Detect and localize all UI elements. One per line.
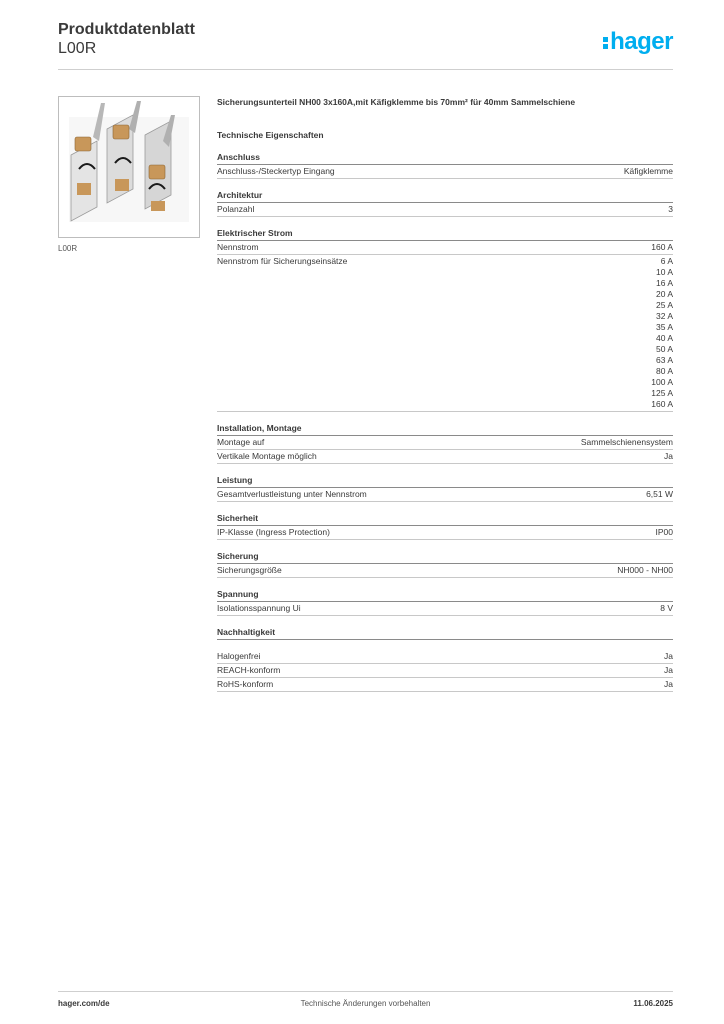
page-header — [58, 21, 673, 70]
section-architektur — [217, 189, 673, 217]
section-spannung — [217, 588, 673, 616]
fuse-rating-value: 16 A — [655, 278, 673, 288]
spec-row — [217, 165, 673, 179]
section-installation-montage — [217, 422, 673, 464]
spec-row — [217, 241, 673, 255]
section-title: Elektrischer Strom — [217, 227, 673, 241]
spec-value: Sammelschienensystem — [580, 437, 673, 447]
logo-dots-icon — [603, 33, 608, 49]
fuse-rating-value: 40 A — [655, 333, 673, 343]
spec-row — [217, 526, 673, 540]
spec-label: Montage auf — [217, 437, 265, 447]
section-anschluss — [217, 151, 673, 179]
spec-label: Nennstrom für Sicherungseinsätze — [217, 256, 348, 266]
image-caption: L00R — [58, 244, 78, 253]
spec-label: Polanzahl — [217, 204, 255, 214]
spec-row — [217, 650, 673, 664]
section-sicherung — [217, 550, 673, 578]
fuse-rating-value: 6 A — [660, 256, 673, 266]
spec-value-list — [651, 256, 673, 410]
footer-date: 11.06.2025 — [633, 999, 673, 1008]
section-title: Leistung — [217, 474, 673, 488]
spec-value: 8 V — [660, 603, 673, 613]
fuse-rating-value: 10 A — [655, 267, 673, 277]
fuse-rating-value: 63 A — [655, 355, 673, 365]
fuse-rating-value: 35 A — [655, 322, 673, 332]
spec-row — [217, 488, 673, 502]
section-title: Installation, Montage — [217, 422, 673, 436]
spec-value: Ja — [664, 451, 673, 461]
fuse-rating-value: 20 A — [655, 289, 673, 299]
spec-value: Ja — [664, 651, 673, 661]
spec-row — [217, 450, 673, 464]
spec-row — [217, 564, 673, 578]
fuse-rating-value: 25 A — [655, 300, 673, 310]
spec-row — [217, 203, 673, 217]
spec-row — [217, 664, 673, 678]
footer-notice: Technische Änderungen vorbehalten — [300, 999, 431, 1008]
spec-row — [217, 678, 673, 692]
spec-label: Gesamtverlustleistung unter Nennstrom — [217, 489, 367, 499]
document-title: Produktdatenblatt — [58, 21, 195, 38]
section-nachhaltigkeit — [217, 626, 673, 692]
section-title: Sicherheit — [217, 512, 673, 526]
section-sicherheit — [217, 512, 673, 540]
spec-label: RoHS-konform — [217, 679, 274, 689]
datasheet-content — [217, 96, 673, 692]
footer-website-link[interactable]: hager.com/de — [58, 999, 110, 1008]
fuse-rating-value: 50 A — [655, 344, 673, 354]
spec-row — [217, 602, 673, 616]
spec-value: IP00 — [655, 527, 673, 537]
spec-label: Sicherungsgröße — [217, 565, 282, 575]
spec-label: Nennstrom — [217, 242, 259, 252]
spec-value: Ja — [664, 665, 673, 675]
product-code: L00R — [58, 40, 97, 57]
product-description: Sicherungsunterteil NH00 3x160A,mit Käfigklemme bis 70mm² für 40mm Sammelschiene — [217, 97, 576, 107]
section-title: Nachhaltigkeit — [217, 626, 673, 640]
section-elektrischer-strom — [217, 227, 673, 412]
hager-logo — [603, 28, 673, 56]
spec-value: 3 — [668, 204, 673, 214]
spec-label: Isolationsspannung Ui — [217, 603, 301, 613]
fuse-rating-value: 80 A — [655, 366, 673, 376]
spec-label: Halogenfrei — [217, 651, 261, 661]
logo-text: hager — [610, 28, 673, 55]
spec-value: NH000 - NH00 — [617, 565, 673, 575]
fuse-rating-value: 100 A — [651, 377, 673, 387]
section-title: Sicherung — [217, 550, 673, 564]
spec-label: Anschluss-/Steckertyp Eingang — [217, 166, 335, 176]
spec-label: Vertikale Montage möglich — [217, 451, 317, 461]
spec-label: IP-Klasse (Ingress Protection) — [217, 527, 330, 537]
spec-row — [217, 436, 673, 450]
technical-properties-heading: Technische Eigenschaften — [217, 130, 324, 140]
spec-value: 160 A — [651, 242, 673, 252]
page-footer — [58, 991, 673, 1012]
spec-row — [217, 255, 673, 412]
spec-value: Ja — [664, 679, 673, 689]
section-title: Spannung — [217, 588, 673, 602]
fuse-rating-value: 160 A — [651, 399, 673, 409]
section-leistung — [217, 474, 673, 502]
product-image — [58, 96, 200, 238]
fuse-base-illustration — [59, 97, 199, 237]
fuse-rating-value: 32 A — [655, 311, 673, 321]
section-title: Anschluss — [217, 151, 673, 165]
spec-value: 6,51 W — [646, 489, 673, 499]
section-spacer — [217, 640, 673, 650]
fuse-rating-value: 125 A — [651, 388, 673, 398]
spec-label: REACH-konform — [217, 665, 281, 675]
section-title: Architektur — [217, 189, 673, 203]
spec-value: Käfigklemme — [623, 166, 673, 176]
